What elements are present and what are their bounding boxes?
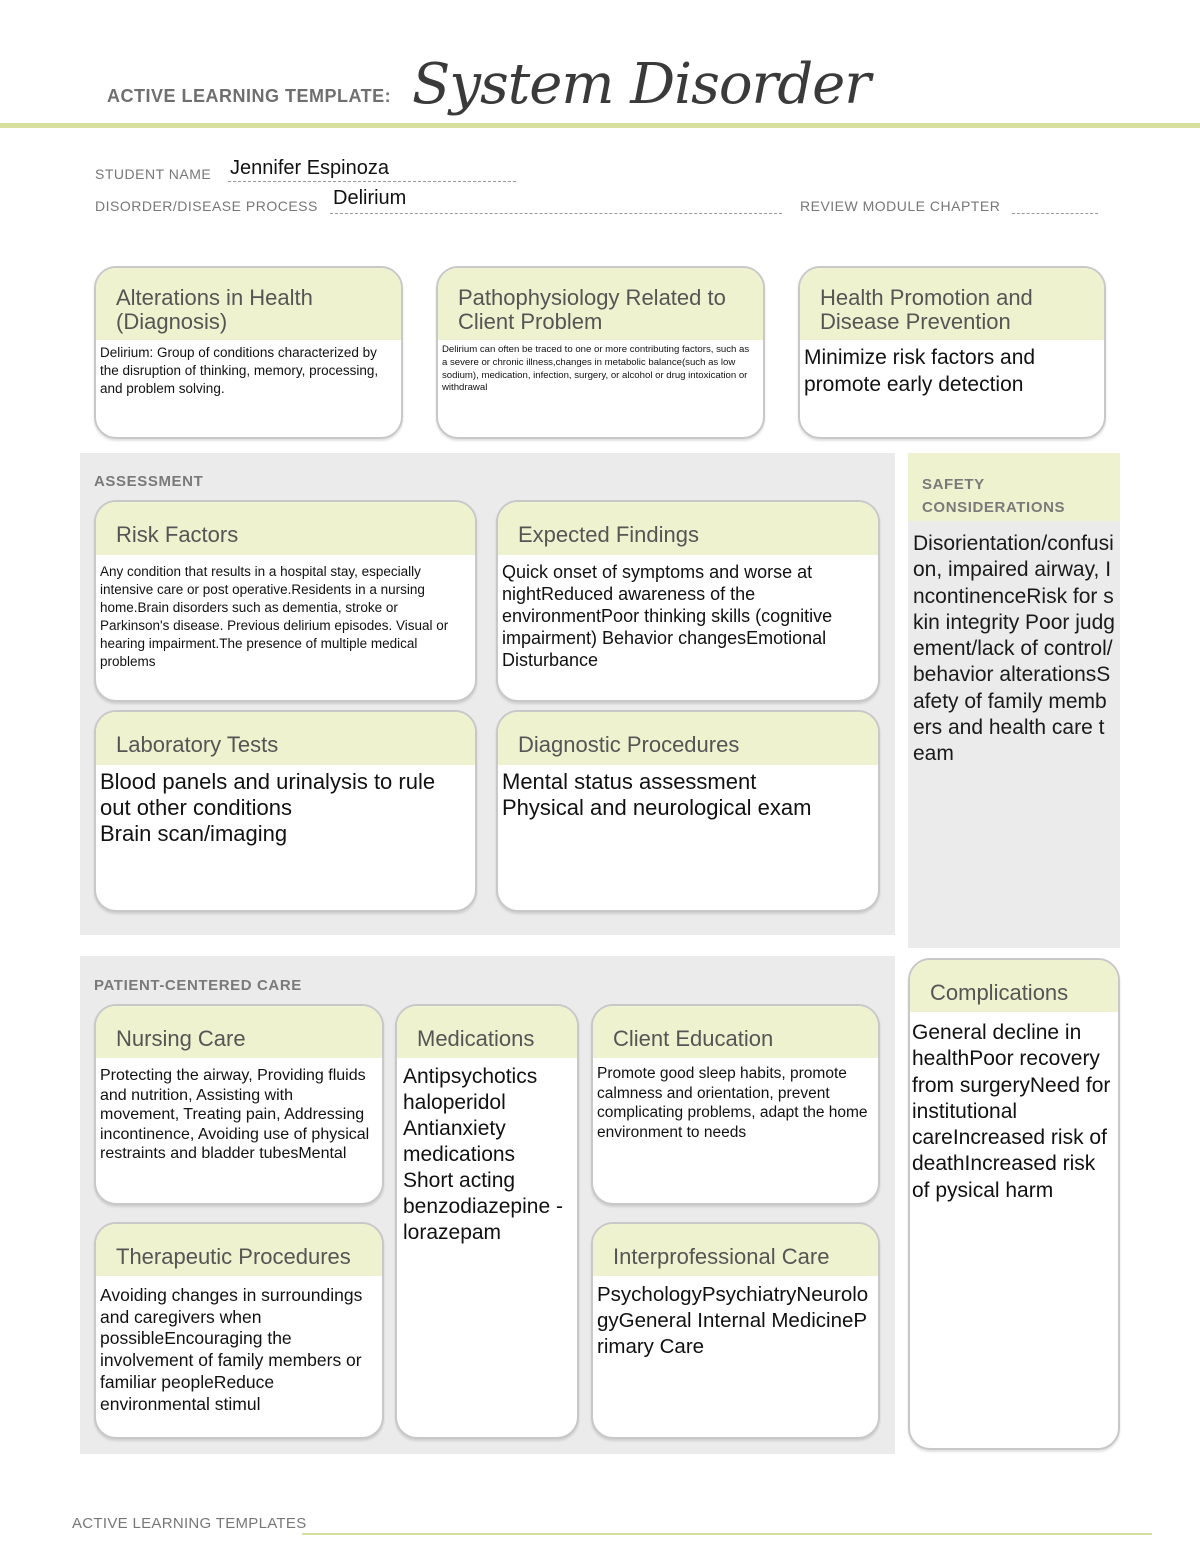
card-title: Therapeutic Procedures — [96, 1224, 382, 1276]
card-client-education — [591, 1004, 880, 1205]
lab-line: Blood panels and urinalysis to rule out other conditions — [100, 769, 436, 820]
nursing-care-text[interactable]: Protecting the airway, Providing fluids and nutrition, Assisting with movement, Treating pain, Addressing incontinence, Avoiding use of physical restraints and bladder tubesMental — [100, 1067, 370, 1163]
interprofessional-care-text[interactable]: PsychologyPsychiatryNeurologyGeneral Internal MedicinePrimary Care — [597, 1283, 869, 1358]
card-pathophysiology — [436, 266, 765, 439]
diag-line: Mental status assessment — [502, 769, 757, 794]
card-laboratory-tests — [94, 710, 477, 912]
lab-line: Brain scan/imaging — [100, 821, 288, 846]
safety-section — [908, 453, 1120, 948]
card-title: Health Promotion and Disease Prevention — [800, 268, 1104, 340]
patient-care-heading: PATIENT-CENTERED CARE — [94, 977, 302, 994]
card-risk-factors — [94, 500, 477, 702]
card-complications — [908, 958, 1120, 1450]
diagnostic-procedures-text[interactable] — [498, 765, 878, 825]
header-divider — [0, 123, 1200, 128]
card-title: Pathophysiology Related to Client Problem — [438, 268, 763, 340]
student-name-label: STUDENT NAME — [95, 166, 212, 182]
card-title: Interprofessional Care — [593, 1224, 878, 1276]
card-health-promotion — [798, 266, 1106, 439]
card-interprofessional-care — [591, 1222, 880, 1439]
safety-text[interactable]: Disorientation/confusion, impaired airway, IncontinenceRisk for skin integrity Poor judgement/lack of control/behavior alterationsSafety of family members and health care team — [913, 532, 1115, 766]
card-medications — [395, 1004, 579, 1439]
risk-factors-text[interactable]: Any condition that results in a hospital stay, especially intensive care or post operative.Residents in a nursing home.Brain disorders such as dementia, stroke or Parkinson's disease. Previous delirium episodes. Visual or hearing impairment.The presence of multiple medical problems — [100, 564, 449, 669]
diag-line: Physical and neurological exam — [502, 795, 812, 820]
card-title: Complications — [910, 960, 1118, 1012]
disorder-label: DISORDER/DISEASE PROCESS — [95, 198, 318, 214]
card-expected-findings — [496, 500, 880, 702]
pathophysiology-text[interactable]: Delirium can often be traced to one or more contributing factors, such as a severe or chronic illness,changes in metabolic balance(such as low sodium), medication, infection, surgery, or alcohol or drug intoxication or withdrawal — [442, 344, 750, 394]
expected-findings-text[interactable]: Quick onset of symptoms and worse at nightReduced awareness of the environmentPoor thinking skills (cognitive impairment) Behavior changesEmotional Disturbance — [502, 562, 833, 670]
card-alterations-in-health — [94, 266, 403, 439]
laboratory-tests-text[interactable] — [96, 765, 475, 851]
footer-divider — [302, 1533, 1152, 1535]
assessment-heading: ASSESSMENT — [94, 473, 204, 490]
client-education-text[interactable]: Promote good sleep habits, promote calmness and orientation, prevent complicating problems, adapt the home environment to needs — [597, 1065, 868, 1141]
card-title: Expected Findings — [498, 502, 878, 555]
review-chapter-underline — [1012, 213, 1098, 214]
card-title: Medications — [397, 1006, 577, 1058]
disorder-underline — [330, 213, 782, 214]
safety-heading: SAFETY CONSIDERATIONS — [922, 476, 1066, 516]
health-promotion-text[interactable]: Minimize risk factors and promote early detection — [804, 346, 1036, 396]
card-title: Diagnostic Procedures — [498, 712, 878, 765]
review-chapter-label: REVIEW MODULE CHAPTER — [800, 198, 1001, 214]
card-therapeutic-procedures — [94, 1222, 384, 1439]
medications-text[interactable]: Antipsychotics haloperidol Antianxiety medications Short acting benzodiazepine -lorazepam — [403, 1065, 563, 1244]
card-diagnostic-procedures — [496, 710, 880, 912]
card-title: Nursing Care — [96, 1006, 382, 1058]
card-nursing-care — [94, 1004, 384, 1205]
card-title: Client Education — [593, 1006, 878, 1058]
page-title: System Disorder — [412, 52, 871, 117]
card-title: Laboratory Tests — [96, 712, 475, 765]
card-title: Alterations in Health (Diagnosis) — [96, 268, 401, 340]
student-name-value[interactable]: Jennifer Espinoza — [230, 157, 389, 179]
card-title: Risk Factors — [96, 502, 475, 555]
disorder-value[interactable]: Delirium — [333, 187, 407, 209]
complications-text[interactable]: General decline in healthPoor recovery from surgeryNeed for institutional careIncreased risk of deathIncreased risk of pysical harm — [912, 1021, 1111, 1202]
student-name-underline — [228, 181, 516, 182]
therapeutic-procedures-text[interactable]: Avoiding changes in surroundings and caregivers when possibleEncouraging the involvement of family members or familiar peopleReduce environmental stimul — [100, 1285, 363, 1414]
alterations-text[interactable]: Delirium: Group of conditions characterized by the disruption of thinking, memory, processing, and problem solving. — [100, 345, 379, 396]
template-label: ACTIVE LEARNING TEMPLATE: — [107, 86, 392, 106]
footer-label: ACTIVE LEARNING TEMPLATES — [72, 1515, 307, 1532]
